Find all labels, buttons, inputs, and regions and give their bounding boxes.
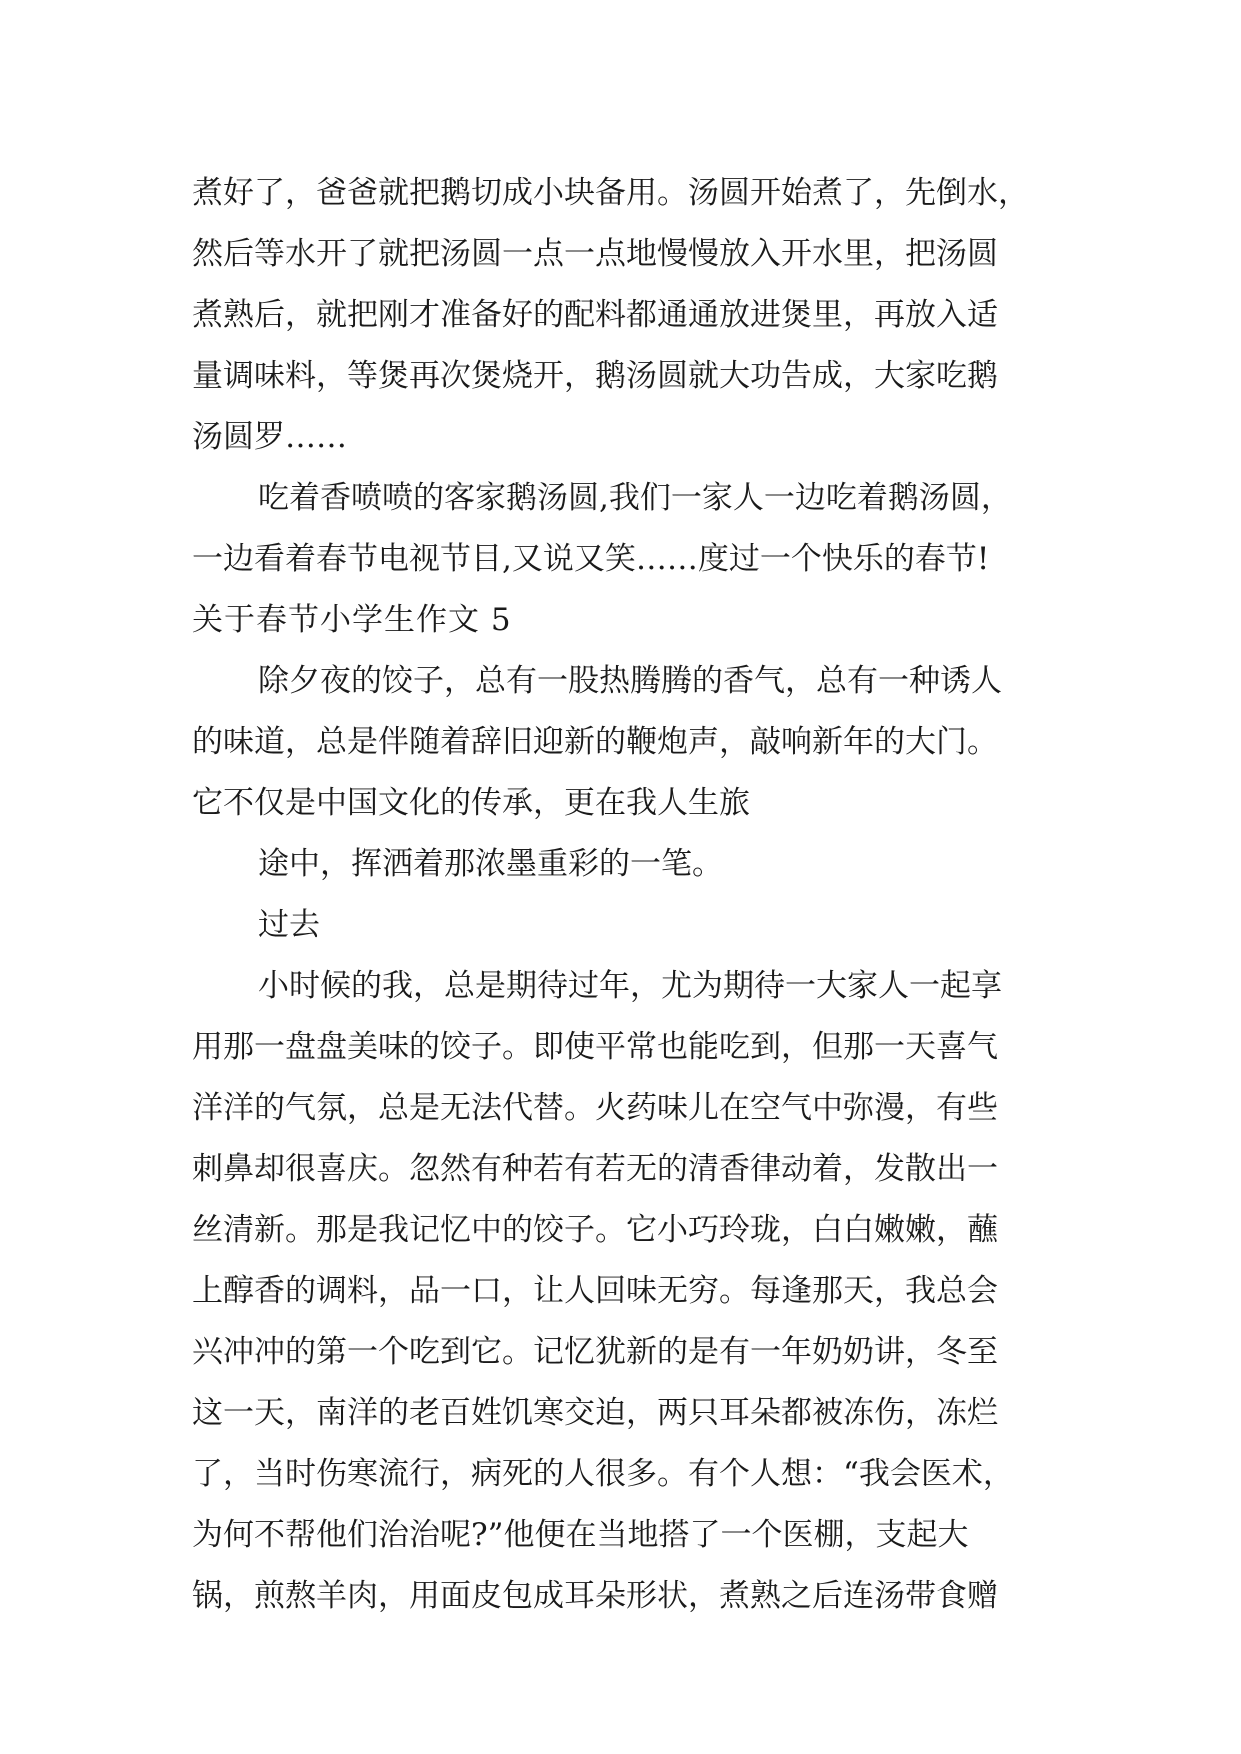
paragraph-journey: 途中，挥洒着那浓墨重彩的一笔。 (258, 846, 723, 882)
text-line: 锅，煎熬羊肉，用面皮包成耳朵形状，煮熟之后连汤带食赠 (192, 1578, 998, 1614)
section-label-past: 过去 (258, 907, 320, 943)
text-line: 除夕夜的饺子，总有一股热腾腾的香气，总有一种诱人 (258, 663, 1002, 699)
text-line: 刺鼻却很喜庆。忽然有种若有若无的清香律动着，发散出一 (192, 1151, 998, 1187)
text-line: 这一天，南洋的老百姓饥寒交迫，两只耳朵都被冻伤，冻烂 (192, 1395, 998, 1431)
text-line: 上醇香的调料，品一口，让人回味无穷。每逢那天，我总会 (192, 1273, 998, 1309)
text-line: 然后等水开了就把汤圆一点一点地慢慢放入开水里，把汤圆 (192, 236, 998, 272)
text-line: 小时候的我，总是期待过年，尤为期待一大家人一起享 (258, 968, 1002, 1004)
text-line: 它不仅是中国文化的传承，更在我人生旅 (192, 785, 750, 821)
text-line: 洋洋的气氛，总是无法代替。火药味儿在空气中弥漫，有些 (192, 1090, 998, 1126)
text-line: 煮熟后，就把刚才准备好的配料都通通放进煲里，再放入适 (192, 297, 998, 333)
paragraph-childhood-memory (192, 956, 1072, 1627)
text-line: 量调味料，等煲再次煲烧开，鹅汤圆就大功告成，大家吃鹅 (192, 358, 998, 394)
essay-heading: 关于春节小学生作文 5 (192, 602, 512, 638)
text-line: 了，当时伤寒流行，病死的人很多。有个人想：“我会医术， (192, 1456, 1014, 1492)
text-line: 汤圆罗…… (192, 419, 347, 455)
text-line: 为何不帮他们治治呢?”他便在当地搭了一个医棚，支起大 (192, 1517, 969, 1553)
text-line: 兴冲冲的第一个吃到它。记忆犹新的是有一年奶奶讲，冬至 (192, 1334, 998, 1370)
document-body (192, 163, 1072, 1627)
text-line: 煮好了，爸爸就把鹅切成小块备用。汤圆开始煮了，先倒水， (192, 175, 1029, 211)
text-line: 用那一盘盘美味的饺子。即使平常也能吃到，但那一天喜气 (192, 1029, 998, 1065)
text-line: 丝清新。那是我记忆中的饺子。它小巧玲珑，白白嫩嫩，蘸 (192, 1212, 998, 1248)
paragraph-family-meal (192, 468, 1072, 590)
paragraph-soup-preparation (192, 163, 1072, 468)
text-line: 的味道，总是伴随着辞旧迎新的鞭炮声，敲响新年的大门。 (192, 724, 998, 760)
text-line: 吃着香喷喷的客家鹅汤圆,我们一家人一边吃着鹅汤圆， (258, 480, 1012, 516)
paragraph-dumplings-intro (192, 651, 1072, 834)
text-line: 一边看着春节电视节目,又说又笑……度过一个快乐的春节! (192, 541, 990, 577)
